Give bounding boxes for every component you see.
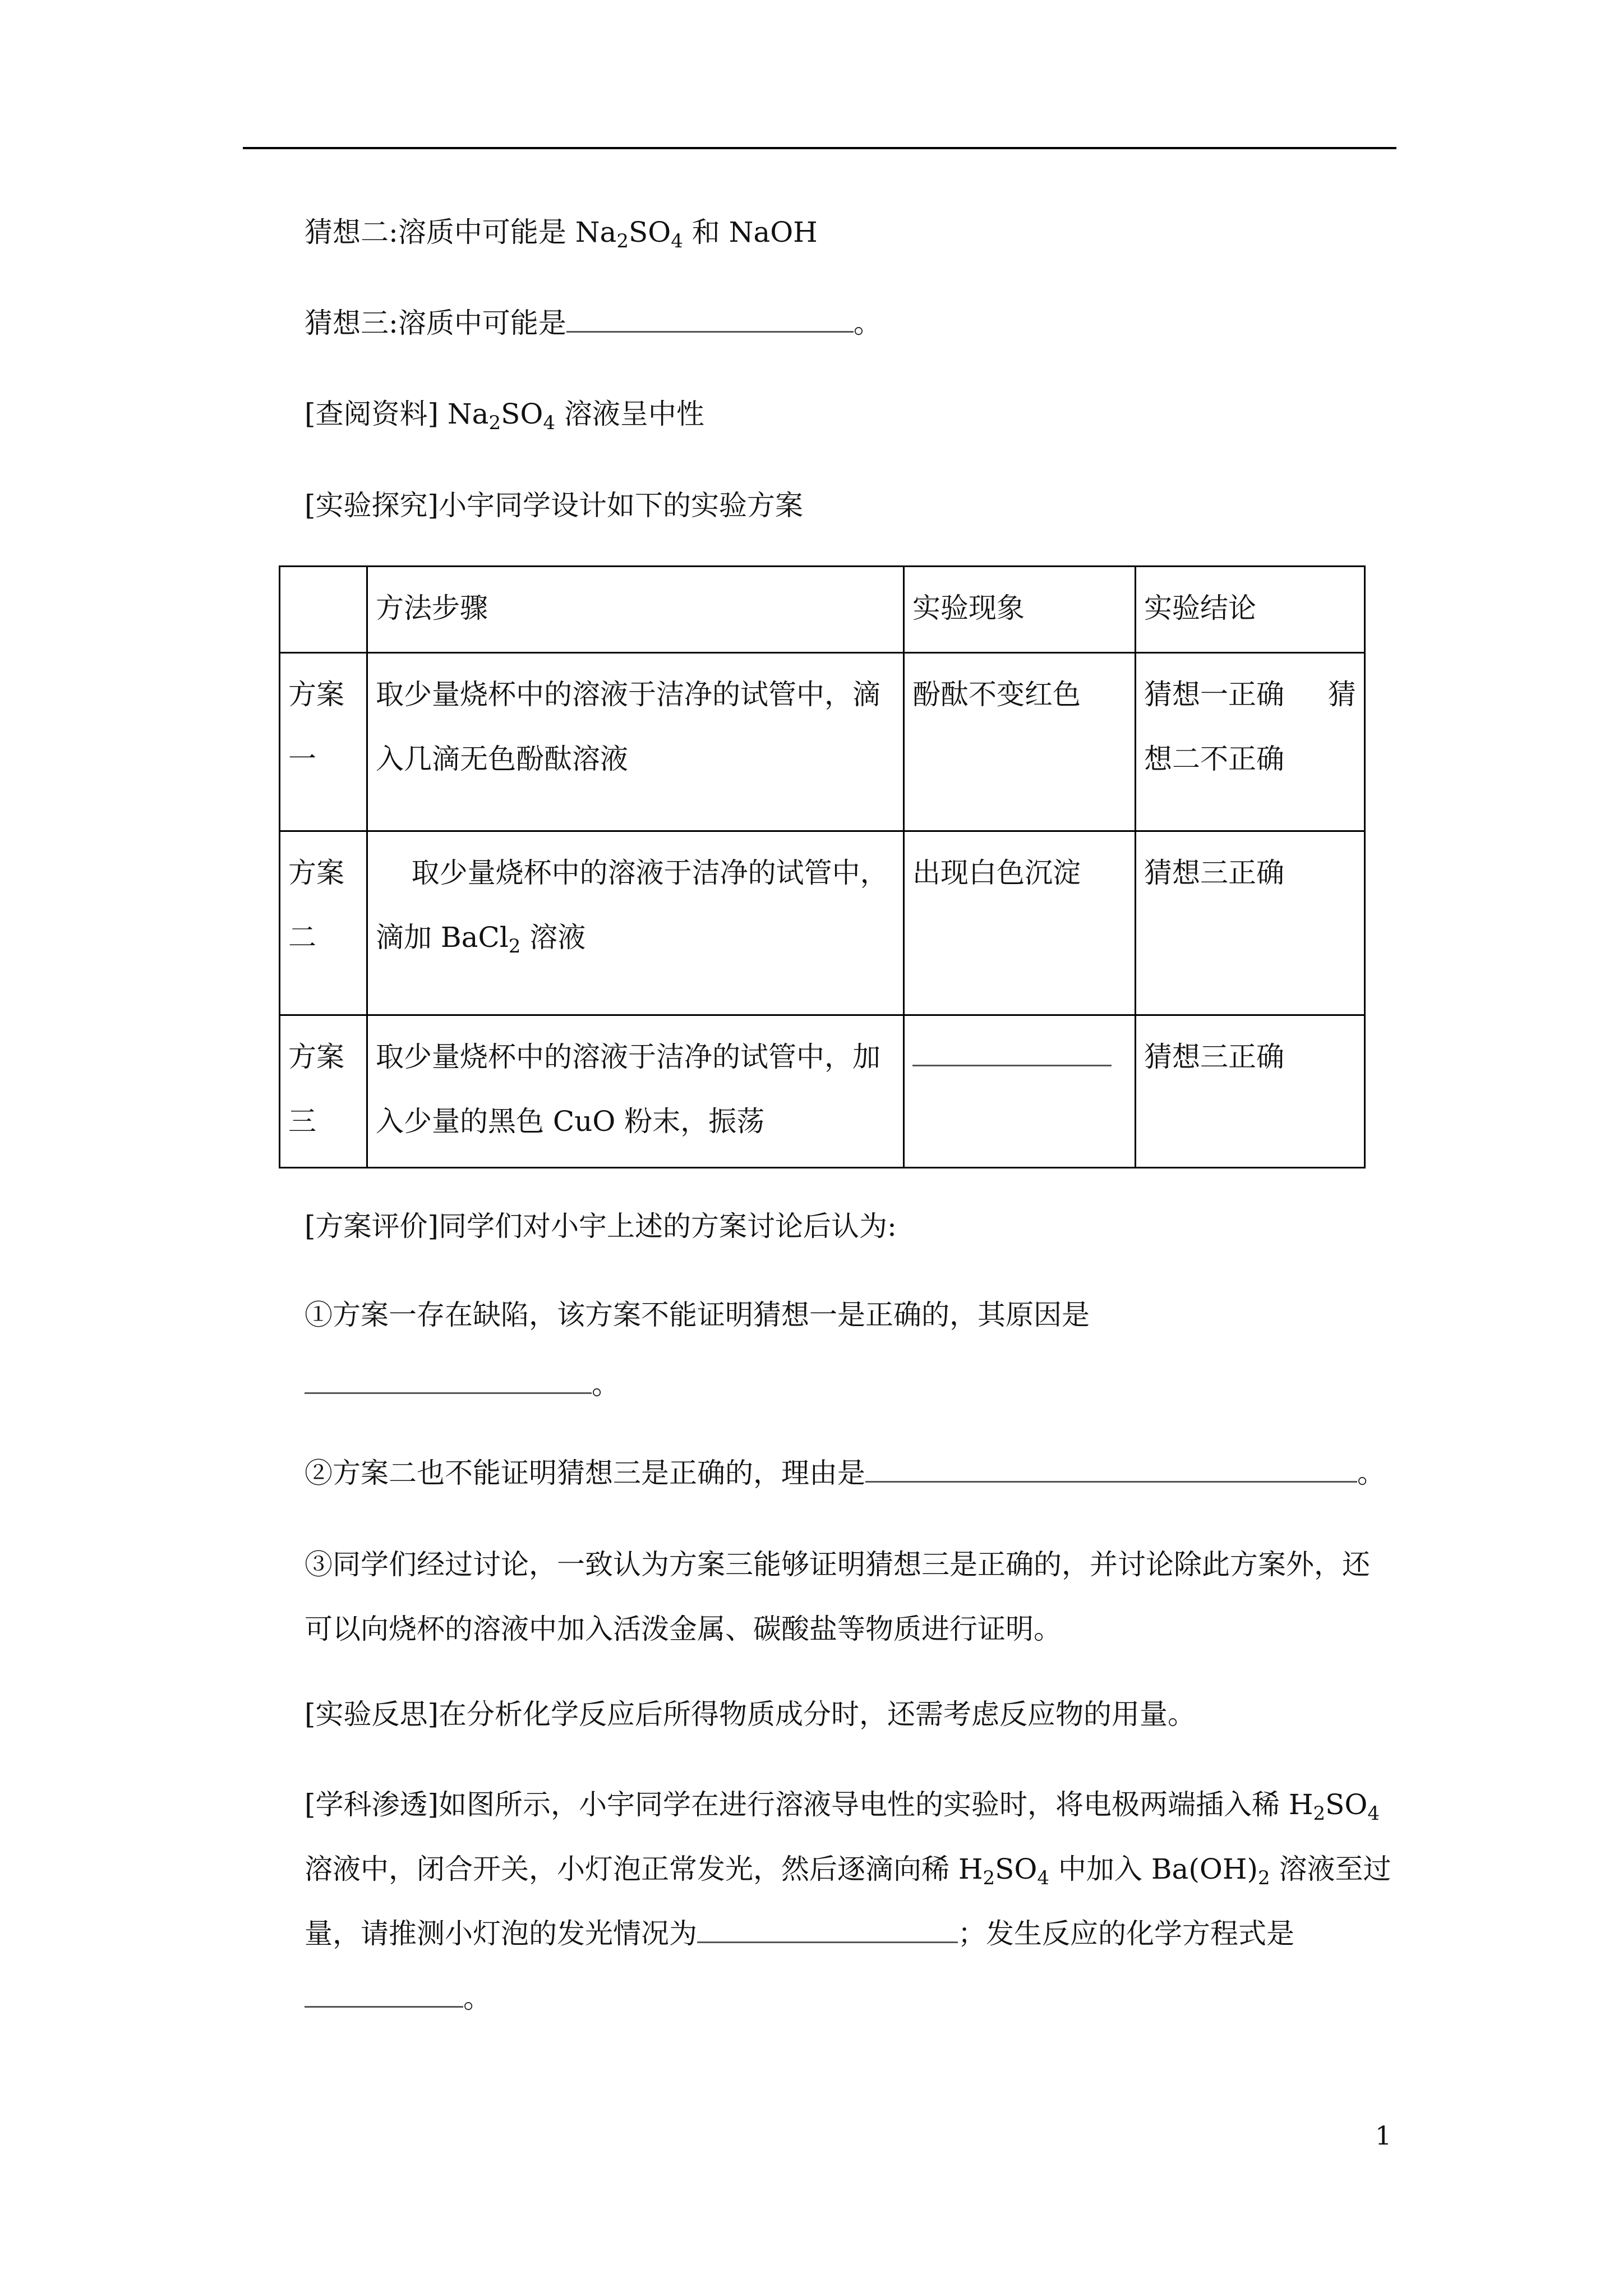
table-row	[280, 653, 1365, 831]
header-cell-empty	[280, 567, 367, 653]
plan-name: 方案一	[280, 653, 367, 831]
subject-penetration: [学科渗透]如图所示，小宇同学在进行溶液导电性的实验时，将电极两端插入稀 $H_2SO_4$ 溶液中，闭合开关，小灯泡正常发光，然后逐滴向稀 $H_2SO_4$ 中加入 $Ba(OH)_2$ 溶液至过量，请推测小灯泡的发光情况为 ；发生反应的化学方程式是 。	[305, 1788, 1391, 2014]
reflection: [实验反思]在分析化学反应后所得物质成分时，还需考虑反应物的用量。	[305, 1698, 1196, 1731]
answer-blank-equation[interactable]	[305, 1980, 463, 2008]
experiment-intro: [实验探究]小宇同学设计如下的实验方案	[305, 489, 804, 522]
plan-phenomenon-blank[interactable]	[904, 1015, 1136, 1168]
table-row	[280, 1015, 1365, 1168]
plan-step: 取少量烧杯中的溶液于洁净的试管中，滴加 BaCl$_2$ 溶液	[367, 831, 904, 1015]
plan-name: 方案三	[280, 1015, 367, 1168]
table-header-row	[280, 567, 1365, 653]
evaluation-intro: [方案评价]同学们对小宇上述的方案讨论后认为:	[305, 1210, 897, 1243]
guess-three: 猜想三:溶质中可能是 。	[305, 303, 882, 343]
plan-conclusion: 猜想三正确	[1136, 831, 1365, 1015]
plan-step: 取少量烧杯中的溶液于洁净的试管中，加入少量的黑色 CuO 粉末，振荡	[367, 1015, 904, 1168]
answer-blank-reason2[interactable]	[865, 1455, 1357, 1483]
header-cell-conclusion: 实验结论	[1136, 567, 1365, 653]
evaluation-point-1-blank-line: 。	[305, 1364, 620, 1405]
guess-two: 猜想二:溶质中可能是 $Na_2SO_4$ 和 NaOH	[305, 216, 818, 252]
answer-blank-guess3[interactable]	[566, 305, 854, 333]
plan-step: 取少量烧杯中的溶液于洁净的试管中，滴入几滴无色酚酞溶液	[367, 653, 904, 831]
experiment-table	[279, 565, 1366, 1168]
evaluation-point-2: ②方案二也不能证明猜想三是正确的，理由是 。	[305, 1453, 1385, 1493]
page-number: 1	[1375, 2120, 1392, 2151]
header-cell-method: 方法步骤	[367, 567, 904, 653]
evaluation-point-3: ③同学们经过讨论，一致认为方案三能够证明猜想三是正确的，并讨论除此方案外，还可以向烧杯的溶液中加入活泼金属、碳酸盐等物质进行证明。	[305, 1548, 1370, 1645]
plan-name: 方案二	[280, 831, 367, 1015]
lookup-info: [查阅资料] $Na_2SO_4$ 溶液呈中性	[305, 398, 704, 434]
plan-conclusion: 猜想三正确	[1136, 1015, 1365, 1168]
table-row	[280, 831, 1365, 1015]
plan-phenomenon: 出现白色沉淀	[904, 831, 1136, 1015]
header-cell-phenomenon: 实验现象	[904, 567, 1136, 653]
plan-conclusion: 猜想一正确 猜 想二不正确	[1136, 653, 1365, 831]
plan-phenomenon: 酚酞不变红色	[904, 653, 1136, 831]
answer-blank-reason1[interactable]	[305, 1366, 592, 1394]
header-rule	[243, 147, 1396, 149]
answer-blank-light[interactable]	[697, 1916, 958, 1943]
evaluation-point-1: ①方案一存在缺陷，该方案不能证明猜想一是正确的，其原因是	[305, 1299, 1090, 1331]
